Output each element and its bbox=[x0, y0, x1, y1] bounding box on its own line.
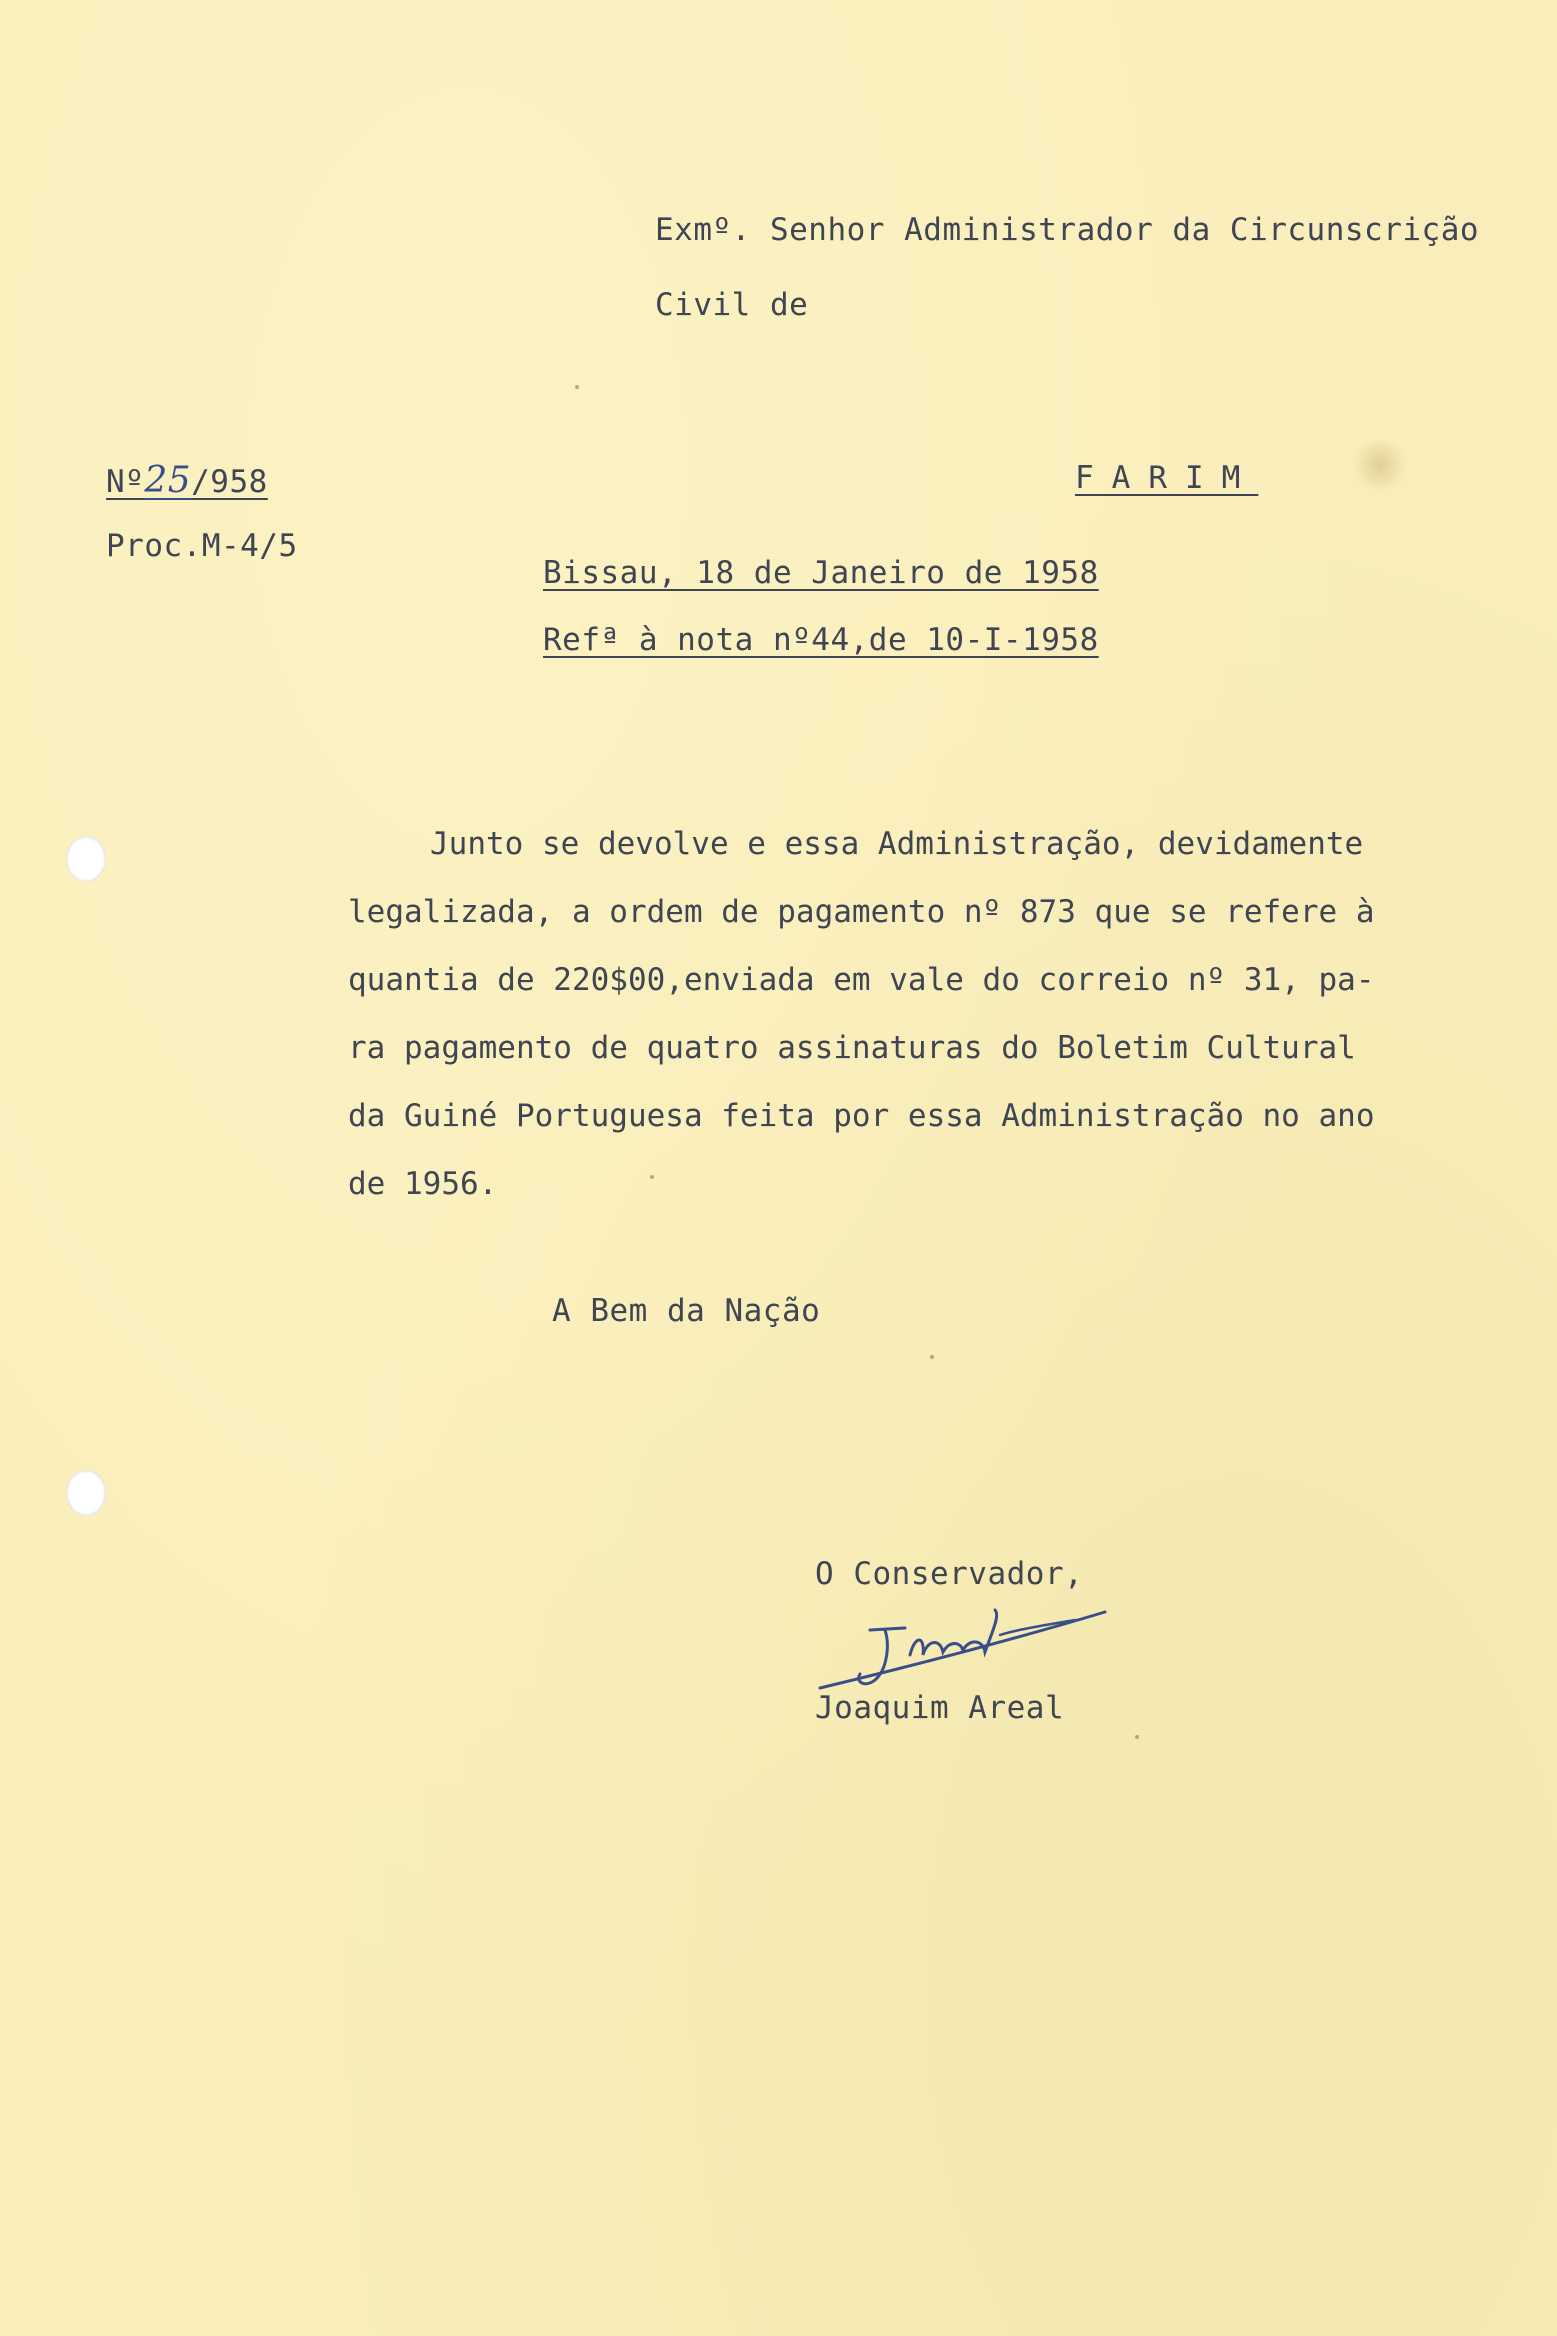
body-line: da Guiné Portuguesa feita por essa Administração no ano bbox=[348, 1098, 1375, 1134]
punch-hole-top bbox=[66, 836, 106, 882]
destination-place: FARIM bbox=[1075, 460, 1259, 496]
signatory-title: O Conservador, bbox=[815, 1556, 1084, 1592]
number-prefix: Nº bbox=[106, 464, 145, 500]
punch-hole-bottom bbox=[66, 1470, 106, 1516]
paper-stain bbox=[1350, 440, 1410, 490]
body-line: quantia de 220$00,enviada em vale do correio nº 31, pa- bbox=[348, 962, 1375, 998]
reference-line: Refª à nota nº44,de 10-I-1958 bbox=[543, 622, 1099, 658]
paper-speck bbox=[1135, 1735, 1139, 1739]
paper-speck bbox=[575, 385, 579, 389]
addressee-line-1: Exmº. Senhor Administrador da Circunscrição bbox=[655, 212, 1480, 248]
process-reference: Proc.M-4/5 bbox=[106, 528, 298, 564]
paper-speck bbox=[930, 1355, 934, 1359]
addressee-line-2: Civil de bbox=[655, 287, 809, 323]
date-line: Bissau, 18 de Janeiro de 1958 bbox=[543, 555, 1099, 591]
letter-body bbox=[348, 810, 1458, 1218]
reference-number bbox=[106, 460, 268, 501]
body-line: ra pagamento de quatro assinaturas do Boletim Cultural bbox=[348, 1030, 1356, 1066]
body-line: legalizada, a ordem de pagamento nº 873 que se refere à bbox=[348, 894, 1375, 930]
body-line: de 1956. bbox=[348, 1166, 498, 1202]
number-year: /958 bbox=[191, 464, 268, 500]
signatory-name: Joaquim Areal bbox=[815, 1690, 1065, 1726]
handwritten-number: 25 bbox=[144, 460, 192, 501]
closing-salutation: A Bem da Nação bbox=[552, 1293, 821, 1329]
body-line: Junto se devolve e essa Administração, devidamente bbox=[430, 826, 1364, 862]
